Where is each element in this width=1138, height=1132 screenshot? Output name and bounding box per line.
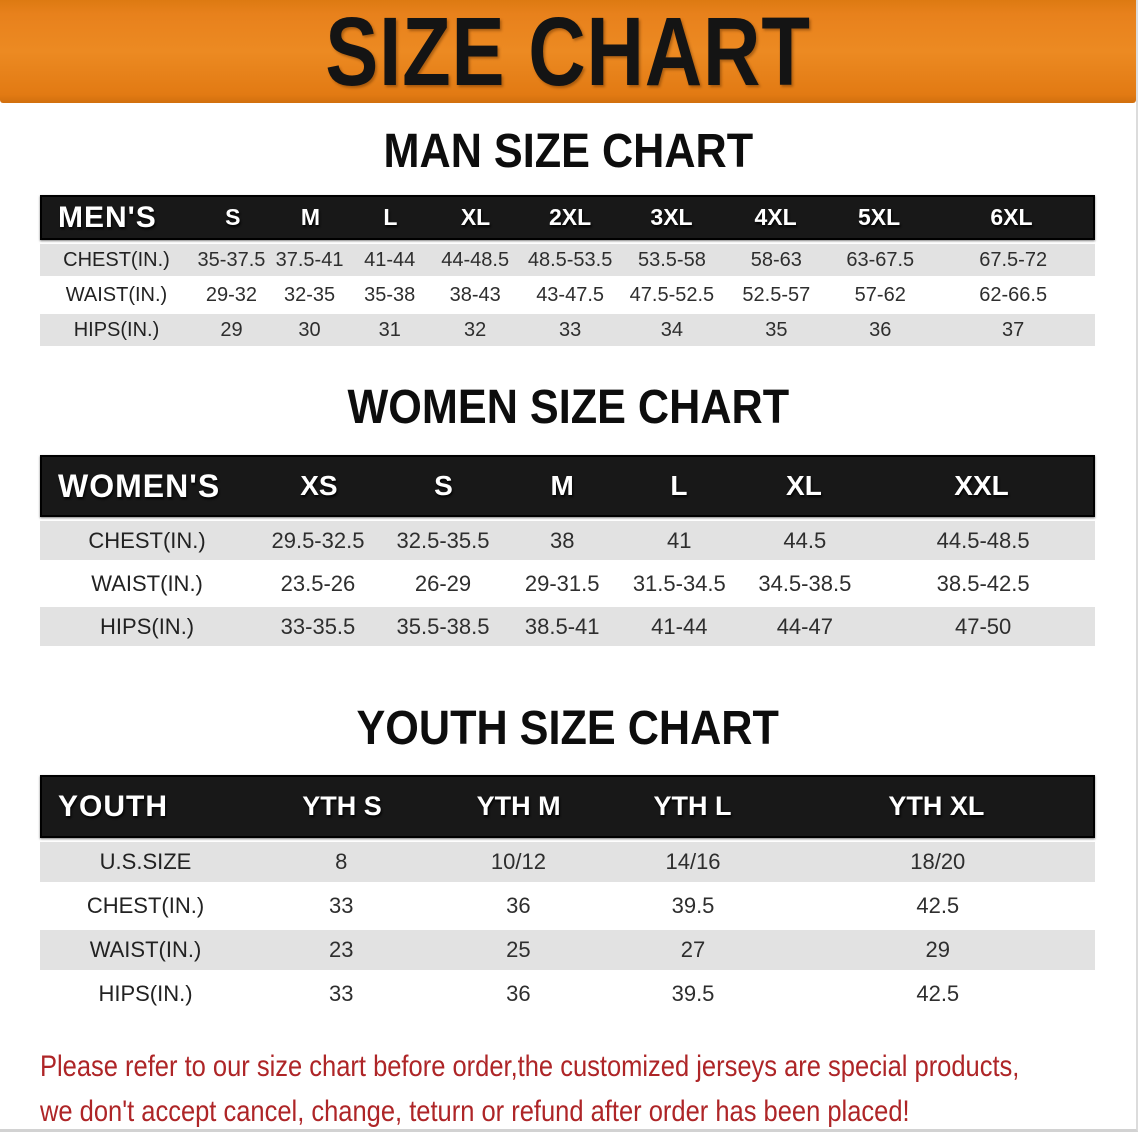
size-value: 36: [506, 981, 531, 1006]
size-column-header: L: [383, 204, 398, 230]
table-row: [40, 279, 1095, 314]
size-value: 44-47: [776, 613, 833, 639]
size-column-header: 3XL: [650, 204, 693, 230]
size-column-header: 4XL: [754, 204, 797, 230]
row-label: CHEST(IN.): [63, 248, 170, 271]
size-value: 48.5-53.5: [527, 248, 613, 271]
size-value: 58-63: [750, 248, 802, 271]
table-row: [40, 564, 1095, 607]
size-value: 57-62: [854, 283, 906, 306]
size-column-header: M: [300, 204, 321, 230]
banner: [0, 0, 1136, 106]
size-value: 10/12: [490, 849, 546, 874]
size-value: 27: [680, 937, 706, 962]
size-value: 67.5-72: [979, 248, 1048, 271]
row-label: WAIST(IN.): [65, 283, 168, 306]
size-value: 31.5-34.5: [632, 570, 726, 596]
size-value: 39.5: [671, 893, 715, 918]
size-value: 14/16: [665, 849, 721, 874]
table-title-cell: WOMEN'S: [58, 467, 221, 504]
size-value: 41: [667, 527, 692, 553]
size-column-header: YTH S: [302, 791, 382, 821]
size-column-header: XL: [786, 470, 822, 501]
size-value: 35: [765, 318, 788, 341]
size-value: 38: [549, 527, 575, 553]
size-value: 42.5: [916, 981, 960, 1006]
size-value: 37.5-41: [275, 248, 344, 271]
table-row: [40, 521, 1095, 564]
section-heading-text: MAN SIZE CHART: [383, 124, 753, 178]
size-column-header: M: [550, 470, 574, 501]
table-header-row: [40, 195, 1095, 240]
table-title-cell: MEN'S: [58, 200, 157, 234]
size-value: 23.5-26: [280, 570, 356, 596]
size-column-header: 5XL: [857, 204, 901, 230]
size-value: 47.5-52.5: [629, 283, 715, 306]
size-value: 44-48.5: [441, 248, 510, 271]
size-column-header: XS: [300, 470, 338, 501]
row-label: HIPS(IN.): [73, 318, 160, 341]
youth-size-table: [40, 775, 1095, 1018]
table-title-cell: YOUTH: [58, 789, 168, 823]
size-value: 23: [328, 937, 354, 962]
section-women: [0, 380, 1136, 650]
size-value: 38-43: [449, 283, 501, 306]
size-value: 41-44: [651, 613, 708, 639]
row-label: CHEST(IN.): [86, 893, 205, 918]
row-label: WAIST(IN.): [89, 937, 202, 962]
size-value: 36: [869, 318, 892, 341]
size-column-header: XXL: [954, 470, 1009, 501]
size-value: 38.5-42.5: [936, 570, 1030, 596]
table-row: [40, 244, 1095, 279]
size-value: 36: [506, 893, 531, 918]
size-value: 34: [660, 318, 684, 341]
table-row: [40, 974, 1095, 1018]
size-column-header: 6XL: [990, 204, 1033, 230]
size-value: 42.5: [916, 893, 960, 918]
size-column-header: YTH XL: [888, 791, 985, 821]
size-value: 35-38: [364, 283, 416, 306]
row-label: U.S.SIZE: [99, 849, 192, 874]
size-value: 32.5-35.5: [396, 527, 490, 553]
sections-container: [0, 124, 1136, 1018]
size-value: 52.5-57: [742, 283, 811, 306]
size-value: 41-44: [364, 248, 416, 271]
table-row: [40, 886, 1095, 930]
size-value: 29: [925, 937, 950, 962]
size-value: 18/20: [910, 849, 966, 874]
disclaimer-line-2: [40, 1089, 1136, 1132]
table-row: [40, 930, 1095, 974]
size-column-header: YTH M: [476, 791, 561, 821]
banner-title: SIZE CHART: [325, 0, 811, 106]
size-value: 44.5: [783, 527, 827, 553]
size-value: 33-35.5: [280, 613, 356, 639]
disclaimer-text-1: Please refer to our size chart before order,the customized jerseys are special products,: [40, 1050, 1020, 1083]
size-value: 35.5-38.5: [396, 613, 490, 639]
row-label: HIPS(IN.): [98, 981, 193, 1006]
size-value: 38.5-41: [524, 613, 600, 639]
size-value: 62-66.5: [979, 283, 1048, 306]
section-heading-text: YOUTH SIZE CHART: [356, 701, 780, 755]
size-value: 29-32: [205, 283, 258, 306]
women-size-table: [40, 455, 1095, 650]
size-value: 32: [464, 318, 487, 341]
size-column-header: L: [670, 470, 688, 501]
size-value: 37: [1002, 318, 1025, 341]
size-value: 33: [328, 981, 354, 1006]
size-value: 33: [328, 893, 354, 918]
disclaimer-line-1: [40, 1044, 1136, 1089]
table-row: [40, 314, 1095, 349]
size-value: 30: [298, 318, 321, 341]
size-value: 34.5-38.5: [758, 570, 852, 596]
size-value: 63-67.5: [846, 248, 915, 271]
size-column-header: XL: [460, 204, 491, 230]
section-heading-women: [0, 380, 1136, 434]
size-value: 29: [220, 318, 243, 341]
section-youth: [0, 701, 1136, 1018]
size-column-header: S: [225, 204, 241, 230]
size-value: 44.5-48.5: [936, 527, 1030, 553]
disclaimer: [40, 1044, 1136, 1132]
table-row: [40, 607, 1095, 650]
section-heading-text: WOMEN SIZE CHART: [347, 380, 789, 434]
size-column-header: YTH L: [653, 791, 732, 821]
size-value: 47-50: [954, 613, 1012, 639]
row-label: CHEST(IN.): [88, 527, 206, 553]
size-value: 43-47.5: [536, 283, 605, 306]
size-value: 32-35: [283, 283, 336, 306]
disclaimer-text-2: we don't accept cancel, change, teturn or refund after order has been placed!: [40, 1095, 910, 1128]
size-value: 29-31.5: [524, 570, 600, 596]
size-value: 31: [378, 318, 401, 341]
men-size-table: [40, 195, 1095, 349]
table-row: [40, 842, 1095, 886]
table-header-row: [40, 775, 1095, 838]
size-value: 35-37.5: [197, 248, 266, 271]
table-header-row: [40, 455, 1095, 517]
size-value: 25: [506, 937, 531, 962]
size-value: 39.5: [671, 981, 715, 1006]
size-column-header: 2XL: [549, 204, 592, 230]
size-value: 29.5-32.5: [271, 527, 365, 553]
size-value: 26-29: [414, 570, 472, 596]
section-men: [0, 124, 1136, 349]
row-label: HIPS(IN.): [100, 613, 195, 639]
section-heading-men: [0, 124, 1136, 178]
row-label: WAIST(IN.): [91, 570, 203, 596]
section-heading-youth: [0, 701, 1136, 755]
size-column-header: S: [434, 470, 453, 501]
size-value: 33: [558, 318, 582, 341]
size-value: 8: [335, 849, 348, 874]
size-value: 53.5-58: [637, 248, 706, 271]
